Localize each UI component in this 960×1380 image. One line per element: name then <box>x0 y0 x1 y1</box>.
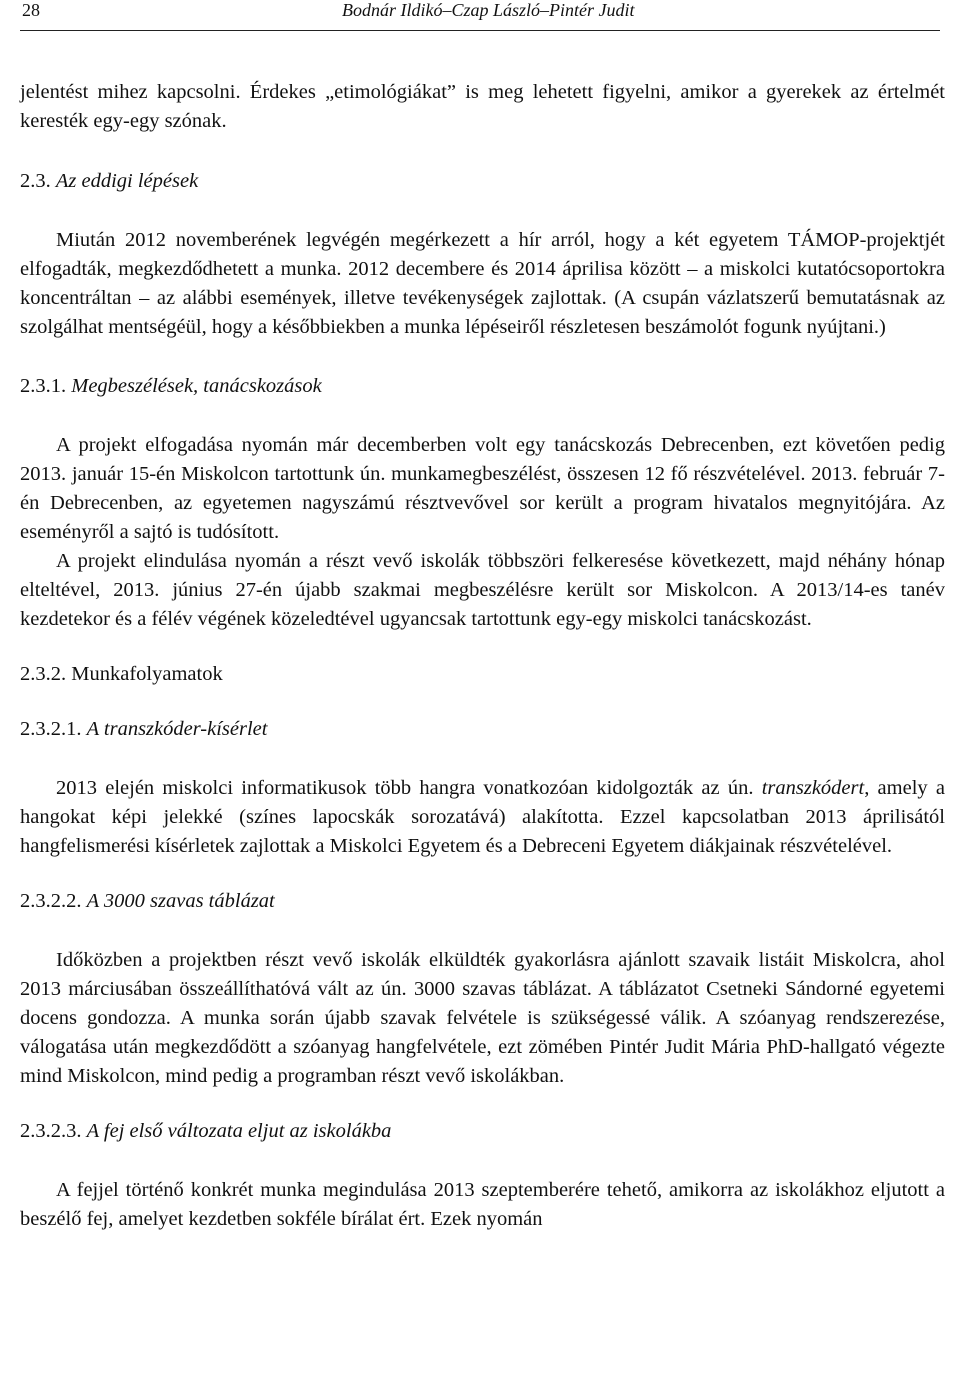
page-number: 28 <box>22 0 40 20</box>
heading-number: 2.3.1. <box>20 375 72 397</box>
paragraph-transcoder <box>20 774 945 861</box>
heading-2-3-2: 2.3.2. Munkafolyamatok <box>20 663 223 685</box>
heading-number: 2.3.2.2. <box>20 890 87 912</box>
paragraph-project-start: A projekt elindulása nyomán a részt vevő iskolák többszöri felkeresése következett, majd néhány hónap elteltével, 2013. június 27-én újabb szakmai megbeszélésre került sor Miskolcon. A 2013/14-es tanév kezdetekor és a félév végének közeledtével ugyancsak tartottunk egy-egy miskolci tanácskozást. <box>20 550 945 630</box>
paragraph-intro: Miután 2012 novemberének legvégén megérkezett a hír arról, hogy a két egyetem TÁMOP-projektjét elfogadták, megkezdődhetett a munka. 2012 decembere és 2014 áprilisa között – a miskolci kutatócsoportokra koncentráltan – az alábbi események, illetve tevékenységek zajlottak. (A csupán vázlatszerű bemutatásnak az szolgálhat mentségéül, hogy a későbbiekben a munka lépéseiről részletesen beszámolót fogunk nyújtani.) <box>20 229 945 338</box>
page-header <box>20 0 940 31</box>
term-transcoder: transzkódert <box>761 777 865 799</box>
paragraph-meetings: A projekt elfogadása nyomán már decemberben volt egy tanácskozás Debrecenben, ezt követően pedig 2013. január 15-én Miskolcon tartottunk ún. munkamegbeszélést, összesen 12 fő részvételével. 2013. február 7-én Debrecenben, az egyetemen nagyszámú résztvevővel sor került a program hivatalos megnyitójára. Az eseményről a sajtó is tudósított. <box>20 434 945 543</box>
heading-2-3-1 <box>20 372 945 401</box>
paragraph-word-table: Időközben a projektben részt vevő iskolák elküldték gyakorlásra ajánlott szavaik listáit Miskolcra, ahol 2013 márciusában összeállíthatóvá vált az ún. 3000 szavas táblázat. A táblázatot Csetneki Sándorné egyetemi docens gondozza. A munka során újabb szavak felvétele is szükségessé válik. A szóanyag rendszerezése, válogatása után megkezdődött a szóanyag hangfelvétele, ezt zömében Pintér Judit Mária PhD-hallgató végezte mind Miskolcon, mind pedig a programban részt vevő iskolákban. <box>20 949 945 1087</box>
heading-number: 2.3.2.3. <box>20 1120 87 1142</box>
heading-2-3-2-2 <box>20 887 945 916</box>
paragraph-head-first-version: A fejjel történő konkrét munka megindulása 2013 szeptemberére tehető, amikorra az iskolákhoz eljutott a beszélő fej, amelyet kezdetben sokféle bírálat ért. Ezek nyomán <box>20 1179 945 1230</box>
running-head-authors: Bodnár Ildikó–Czap László–Pintér Judit <box>342 0 635 20</box>
heading-title: A 3000 szavas táblázat <box>86 890 275 912</box>
paragraph-continued: jelentést mihez kapcsolni. Érdekes „etimológiákat” is meg lehetett figyelni, amikor a gyerekek az értelmét keresték egy-egy szónak. <box>20 81 945 132</box>
page-body <box>20 78 945 1234</box>
heading-number: 2.3. <box>20 170 56 192</box>
text-run: , amely a hangokat képi jelekké (színes lapocskák sorozatává) alakította. Ezzel kapcsolatban 2013 áprilisától hangfelismerési kísérletek zajlottak a Miskolci Egyetem és a Debreceni Egyetem diákjainak részvételével. <box>20 777 945 857</box>
heading-title: A transzkóder-kísérlet <box>86 718 268 740</box>
heading-2-3 <box>20 167 945 196</box>
heading-number: 2.3.2.1. <box>20 718 87 740</box>
heading-2-3-2-1 <box>20 715 945 744</box>
heading-title: Megbeszélések, tanácskozások <box>71 375 322 397</box>
text-run: 2013 elején miskolci informatikusok több hangra vonatkozóan kidolgozták az ún. <box>56 777 762 799</box>
heading-title: Az eddigi lépések <box>55 170 199 192</box>
heading-2-3-2-3 <box>20 1117 945 1146</box>
heading-title: A fej első változata eljut az iskolákba <box>86 1120 392 1142</box>
